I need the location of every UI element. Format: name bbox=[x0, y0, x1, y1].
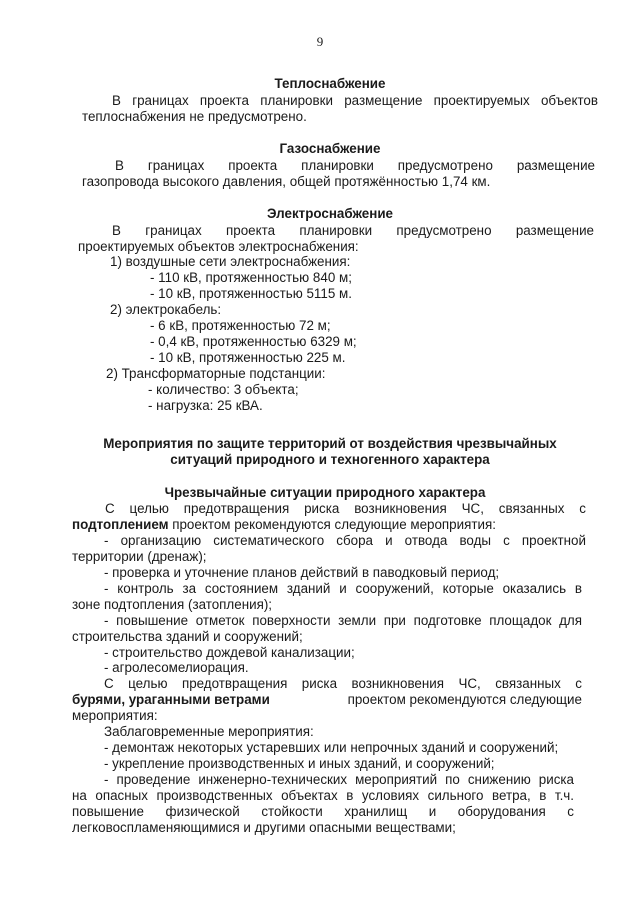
power-sublist-item: - 10 кВ, протяженностью 225 м. bbox=[150, 350, 346, 365]
page-number: 9 bbox=[316, 34, 324, 49]
measures-bold-term: подтоплением bbox=[72, 517, 169, 532]
measures-bullet-line: повышение физической стойкости хранилищ и оборудования с bbox=[72, 804, 574, 819]
measures-bullet-line: - проведение инженерно-технических мероприятий по снижению риска bbox=[104, 772, 574, 787]
heat-paragraph-line: теплоснабжения не предусмотрено. bbox=[82, 109, 307, 124]
measures-bullet-line: - повышение отметок поверхности земли при подготовке площадок для bbox=[104, 613, 582, 628]
measures-paragraph-text: проектом рекомендуются следующие мероприятия: bbox=[168, 517, 496, 532]
power-heading: Электроснабжение bbox=[266, 206, 394, 221]
power-sublist-item: - 0,4 кВ, протяженностью 6329 м; bbox=[150, 334, 357, 349]
gas-heading: Газоснабжение bbox=[279, 141, 381, 156]
measures-bullet-line: - контроль за состоянием зданий и сооружений, которые оказались в bbox=[104, 581, 582, 596]
measures-bullet: - проверка и уточнение планов действий в паводковый период; bbox=[104, 565, 500, 580]
gas-paragraph-line: В границах проекта планировки предусмотрено размещение bbox=[115, 158, 595, 173]
measures-bullet: - агролесомелиорация. bbox=[104, 660, 249, 675]
power-list-item: 1) воздушные сети электроснабжения: bbox=[110, 254, 351, 269]
gas-paragraph-line: газопровода высокого давления, общей протяжённостью 1,74 км. bbox=[82, 174, 491, 189]
measures-bullet: - укрепление производственных и иных зданий, и сооружений; bbox=[104, 756, 495, 771]
power-sublist-item: - 10 кВ, протяженностью 5115 м. bbox=[150, 286, 352, 301]
power-sublist-item: - нагрузка: 25 кВА. bbox=[148, 398, 263, 413]
power-sublist-item: - количество: 3 объекта; bbox=[148, 382, 299, 397]
measures-paragraph-line: Заблаговременные мероприятия: bbox=[104, 724, 314, 739]
measures-bullet-line: на опасных производственных объектах в условиях сильного ветра, в т.ч. bbox=[72, 788, 574, 803]
power-sublist-item: - 6 кВ, протяженностью 72 м; bbox=[150, 318, 331, 333]
measures-bullet-line: зоне подтопления (затопления); bbox=[72, 597, 273, 612]
measures-heading: ситуаций природного и техногенного характера bbox=[170, 452, 490, 467]
power-list-item: 2) электрокабель: bbox=[110, 302, 222, 317]
measures-bullet-line: легковоспламеняющимися и другими опасными веществами; bbox=[72, 820, 456, 835]
power-paragraph-line: В границах проекта планировки предусмотрено размещение bbox=[112, 223, 594, 238]
measures-subheading: Чрезвычайные ситуации природного характера bbox=[164, 485, 486, 500]
measures-paragraph-line: С целью предотвращения риска возникновения ЧС, связанных с bbox=[104, 676, 582, 691]
power-sublist-item: - 110 кВ, протяженностью 840 м; bbox=[150, 270, 352, 285]
heat-paragraph-line: В границах проекта планировки размещение проектируемых объектов bbox=[112, 93, 598, 108]
heat-heading: Теплоснабжение bbox=[274, 76, 386, 91]
measures-heading: Мероприятия по защите территорий от воздействия чрезвычайных bbox=[103, 436, 557, 451]
power-list-item: 2) Трансформаторные подстанции: bbox=[106, 366, 326, 381]
measures-paragraph-text: проектом рекомендуются следующие bbox=[343, 692, 582, 707]
measures-bullet-line: строительства зданий и сооружений; bbox=[72, 629, 303, 644]
measures-bullet: - демонтаж некоторых устаревших или непрочных зданий и сооружений; bbox=[104, 740, 559, 755]
measures-bullet-line: территории (дренаж); bbox=[72, 549, 207, 564]
power-paragraph-line: проектируемых объектов электроснабжения: bbox=[78, 239, 359, 254]
measures-paragraph-line: мероприятия: bbox=[72, 708, 158, 723]
measures-paragraph-line: С целью предотвращения риска возникновения ЧС, связанных с bbox=[105, 501, 586, 516]
measures-bold-term: бурями, ураганными ветрами bbox=[72, 692, 270, 707]
measures-bullet: - строительство дождевой канализации; bbox=[104, 645, 355, 660]
measures-bullet-line: - организацию систематического сбора и отвода воды с проектной bbox=[104, 533, 586, 548]
